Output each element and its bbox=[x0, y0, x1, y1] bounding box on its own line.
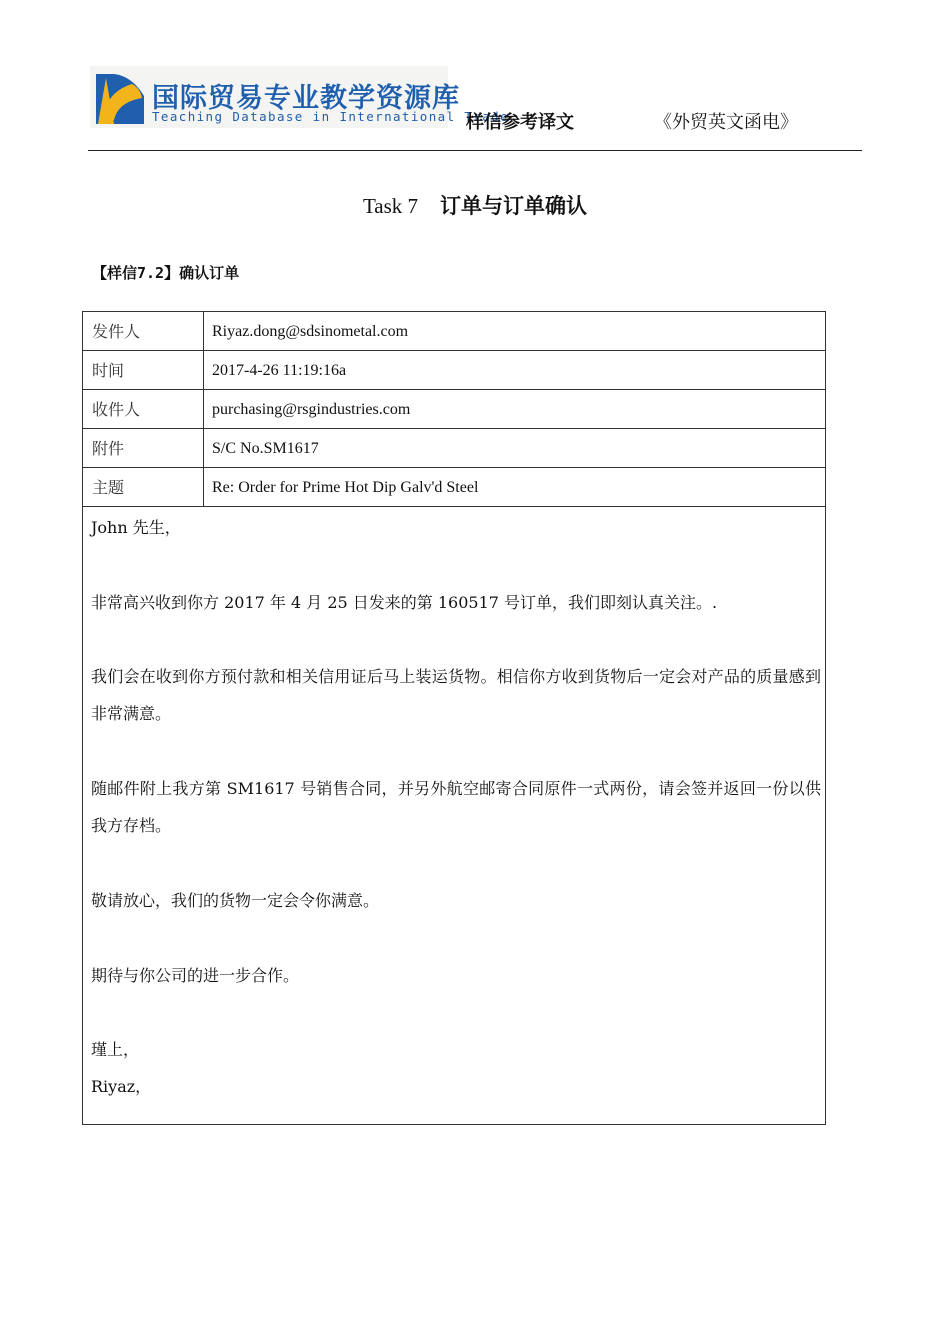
letter-paragraph: 期待与你公司的进一步合作。 bbox=[91, 966, 300, 985]
page-title bbox=[0, 190, 950, 220]
letter-paragraph: 我们会在收到你方预付款和相关信用证后马上装运货物。相信你方收到货物后一定会对产品的质量感到非常满意。 bbox=[91, 667, 821, 723]
field-label: 收件人 bbox=[92, 400, 141, 419]
email-table bbox=[82, 311, 826, 1125]
section-heading: 【样信7.2】确认订单 bbox=[92, 264, 240, 282]
letter-signature: Riyaz， bbox=[91, 1077, 152, 1096]
logo-text-cn: 国际贸易专业教学资源库 bbox=[152, 83, 460, 114]
field-label: 时间 bbox=[92, 361, 125, 380]
field-value: S/C No.SM1617 bbox=[212, 440, 319, 457]
logo-text-en: Teaching Database in International Trade bbox=[152, 109, 510, 124]
letter-paragraph: 敬请放心，我们的货物一定会令你满意。 bbox=[91, 891, 380, 910]
field-label: 主题 bbox=[92, 478, 125, 497]
field-row-attachment bbox=[83, 429, 825, 468]
doc-label: 样信参考译文 bbox=[466, 112, 574, 133]
field-label: 发件人 bbox=[92, 322, 141, 341]
book-label: 《外贸英文函电》 bbox=[654, 112, 798, 133]
letter-paragraph: 非常高兴收到你方 2017 年 4 月 25 日发来的第 160517 号订单，我们即刻认真关注。. bbox=[91, 593, 718, 612]
field-value: purchasing@rsgindustries.com bbox=[212, 401, 411, 418]
header-divider bbox=[88, 150, 862, 151]
letter-paragraph: 随邮件附上我方第 SM1617 号销售合同，并另外航空邮寄合同原件一式两份，请会签并返回一份以供我方存档。 bbox=[91, 779, 821, 835]
logo bbox=[90, 66, 510, 128]
letter-greeting: John 先生， bbox=[91, 518, 181, 537]
field-value: Re: Order for Prime Hot Dip Galv'd Steel bbox=[212, 479, 479, 496]
task-number: Task 7 bbox=[362, 194, 419, 218]
field-value: 2017-4-26 11:19:16a bbox=[212, 362, 347, 379]
field-row-subject bbox=[83, 468, 825, 507]
page-header bbox=[88, 66, 862, 152]
field-label: 附件 bbox=[92, 439, 125, 458]
field-value: Riyaz.dong@sdsinometal.com bbox=[212, 323, 409, 340]
task-title: 订单与订单确认 bbox=[440, 194, 588, 218]
letter-closing: 瑾上， bbox=[91, 1040, 140, 1059]
logo-mark-icon bbox=[92, 68, 148, 126]
field-row-time bbox=[83, 351, 825, 390]
field-row-recipient bbox=[83, 390, 825, 429]
field-row-sender bbox=[83, 312, 825, 351]
